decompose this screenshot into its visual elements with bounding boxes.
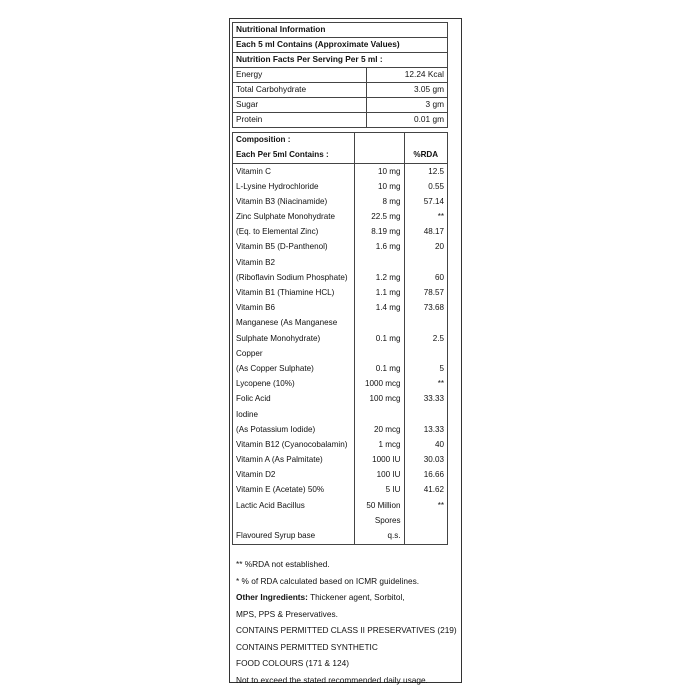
ingredient-rda: 41.62 (404, 483, 447, 498)
ingredient-rda: 13.33 (404, 423, 447, 438)
composition-row (233, 271, 448, 286)
nutrient-name: Total Carbohydrate (233, 83, 367, 98)
nutrient-name: Sugar (233, 98, 367, 113)
composition-row (233, 286, 448, 301)
ingredient-rda: 60 (404, 271, 447, 286)
colours-note-2: FOOD COLOURS (171 & 124) (236, 658, 349, 668)
composition-row (233, 210, 448, 225)
ingredient-name: Vitamin B2 (233, 256, 355, 271)
nutrient-name: Energy (233, 68, 367, 83)
ingredient-name: Vitamin B12 (Cyanocobalamin) (233, 438, 355, 453)
ingredient-quantity: 20 mcg (354, 423, 404, 438)
composition-row (233, 453, 448, 468)
icmr-note: * % of RDA calculated based on ICMR guidelines. (236, 575, 420, 586)
ingredient-quantity: 1000 mcg (354, 377, 404, 392)
composition-title: Composition : (233, 133, 355, 149)
nutrition-table (232, 22, 448, 128)
ingredient-quantity: 0.1 mg (354, 331, 404, 346)
nutrient-value: 0.01 gm (367, 113, 448, 128)
ingredient-name: Vitamin B5 (D-Panthenol) (233, 240, 355, 255)
ingredient-rda: 5 (404, 362, 447, 377)
nutrient-value: 3.05 gm (367, 83, 448, 98)
composition-row (233, 407, 448, 422)
composition-row (233, 195, 448, 210)
ingredient-name: Iodine (233, 407, 355, 422)
composition-row (233, 468, 448, 483)
ingredient-name: Flavoured Syrup base (233, 529, 355, 545)
rda-note: ** %RDA not established. (236, 559, 330, 569)
ingredient-rda: 73.68 (404, 301, 447, 316)
nutrition-each-line: Each 5 ml Contains (Approximate Values) (233, 38, 448, 53)
ingredient-quantity: 1 mcg (354, 438, 404, 453)
ingredient-quantity: 1.6 mg (354, 240, 404, 255)
ingredient-name: Lycopene (10%) (233, 377, 355, 392)
composition-row (233, 164, 448, 180)
nutrient-value: 3 gm (367, 98, 448, 113)
ingredient-name: Sulphate Monohydrate) (233, 331, 355, 346)
ingredient-name (233, 514, 355, 529)
ingredient-rda: 40 (404, 438, 447, 453)
ingredient-rda (404, 316, 447, 331)
ingredient-rda: 20 (404, 240, 447, 255)
composition-row (233, 362, 448, 377)
ingredient-quantity (354, 256, 404, 271)
ingredient-quantity: 8 mg (354, 195, 404, 210)
ingredient-rda: 2.5 (404, 331, 447, 346)
ingredient-name: Vitamin D2 (233, 468, 355, 483)
composition-row (233, 316, 448, 331)
composition-row (233, 347, 448, 362)
composition-row (233, 180, 448, 195)
ingredient-rda: 0.55 (404, 180, 447, 195)
nutrition-facts-title: Nutrition Facts Per Serving Per 5 ml : (233, 53, 448, 68)
ingredient-name: (As Potassium Iodide) (233, 423, 355, 438)
composition-subtitle: Each Per 5ml Contains : (233, 148, 355, 164)
ingredient-rda: ** (404, 210, 447, 225)
ingredient-name: Vitamin A (As Palmitate) (233, 453, 355, 468)
nutrient-value: 12.24 Kcal (367, 68, 448, 83)
ingredient-quantity: q.s. (354, 529, 404, 545)
nutrition-title: Nutritional Information (233, 23, 448, 38)
ingredient-rda: 57.14 (404, 195, 447, 210)
ingredient-name: Vitamin B3 (Niacinamide) (233, 195, 355, 210)
ingredient-quantity: 10 mg (354, 164, 404, 180)
composition-row (233, 499, 448, 514)
preservatives-note: CONTAINS PERMITTED CLASS II PRESERVATIVES (219) (236, 625, 457, 635)
ingredient-quantity: 100 IU (354, 468, 404, 483)
ingredient-quantity: 1.4 mg (354, 301, 404, 316)
ingredient-name: Manganese (As Manganese (233, 316, 355, 331)
composition-row (233, 514, 448, 529)
ingredient-rda (404, 407, 447, 422)
other-ingredients-text-2: MPS, PPS & Preservatives. (236, 608, 338, 619)
notes-block (236, 556, 458, 688)
nutrient-name: Protein (233, 113, 367, 128)
ingredient-name: Lactic Acid Bacillus (233, 499, 355, 514)
ingredient-name: Zinc Sulphate Monohydrate (233, 210, 355, 225)
ingredient-quantity: Spores (354, 514, 404, 529)
ingredient-name: (Riboflavin Sodium Phosphate) (233, 271, 355, 286)
ingredient-quantity: 8.19 mg (354, 225, 404, 240)
composition-row (233, 438, 448, 453)
ingredient-quantity: 50 Million (354, 499, 404, 514)
ingredient-rda: 12.5 (404, 164, 447, 180)
ingredient-name: Vitamin B6 (233, 301, 355, 316)
ingredient-name: Copper (233, 347, 355, 362)
ingredient-name: Vitamin E (Acetate) 50% (233, 483, 355, 498)
ingredient-name: L-Lysine Hydrochloride (233, 180, 355, 195)
composition-row (233, 377, 448, 392)
ingredient-quantity: 1.2 mg (354, 271, 404, 286)
ingredient-quantity (354, 347, 404, 362)
composition-row (233, 529, 448, 545)
composition-row (233, 392, 448, 407)
ingredient-quantity (354, 407, 404, 422)
ingredient-rda (404, 256, 447, 271)
rda-header: %RDA (404, 148, 447, 164)
composition-table (232, 132, 448, 545)
ingredient-quantity: 1000 IU (354, 453, 404, 468)
ingredient-quantity: 10 mg (354, 180, 404, 195)
usage-note: Not to exceed the stated recommended daily usage. (236, 674, 428, 685)
ingredient-rda (404, 529, 447, 545)
ingredient-quantity: 0.1 mg (354, 362, 404, 377)
composition-row (233, 301, 448, 316)
ingredient-name: (As Copper Sulphate) (233, 362, 355, 377)
composition-rows (233, 164, 448, 545)
ingredient-name: Vitamin C (233, 164, 355, 180)
other-ingredients-label: Other Ingredients: (236, 592, 308, 602)
ingredient-quantity: 22.5 mg (354, 210, 404, 225)
ingredient-rda: 33.33 (404, 392, 447, 407)
ingredient-quantity: 1.1 mg (354, 286, 404, 301)
ingredient-rda: ** (404, 377, 447, 392)
composition-row (233, 423, 448, 438)
ingredient-rda: 16.66 (404, 468, 447, 483)
composition-row (233, 256, 448, 271)
ingredient-quantity (354, 316, 404, 331)
colours-note-1: CONTAINS PERMITTED SYNTHETIC (236, 641, 378, 652)
composition-row (233, 483, 448, 498)
composition-row (233, 240, 448, 255)
composition-row (233, 331, 448, 346)
other-ingredients-text: Thickener agent, Sorbitol, (307, 592, 405, 602)
ingredient-name: Folic Acid (233, 392, 355, 407)
ingredient-name: Vitamin B1 (Thiamine HCL) (233, 286, 355, 301)
composition-row (233, 225, 448, 240)
ingredient-quantity: 5 IU (354, 483, 404, 498)
ingredient-rda (404, 514, 447, 529)
ingredient-rda: 30.03 (404, 453, 447, 468)
ingredient-rda: 48.17 (404, 225, 447, 240)
ingredient-name: (Eq. to Elemental Zinc) (233, 225, 355, 240)
ingredient-quantity: 100 mcg (354, 392, 404, 407)
ingredient-rda: ** (404, 499, 447, 514)
ingredient-rda (404, 347, 447, 362)
ingredient-rda: 78.57 (404, 286, 447, 301)
other-ingredients (236, 589, 458, 606)
